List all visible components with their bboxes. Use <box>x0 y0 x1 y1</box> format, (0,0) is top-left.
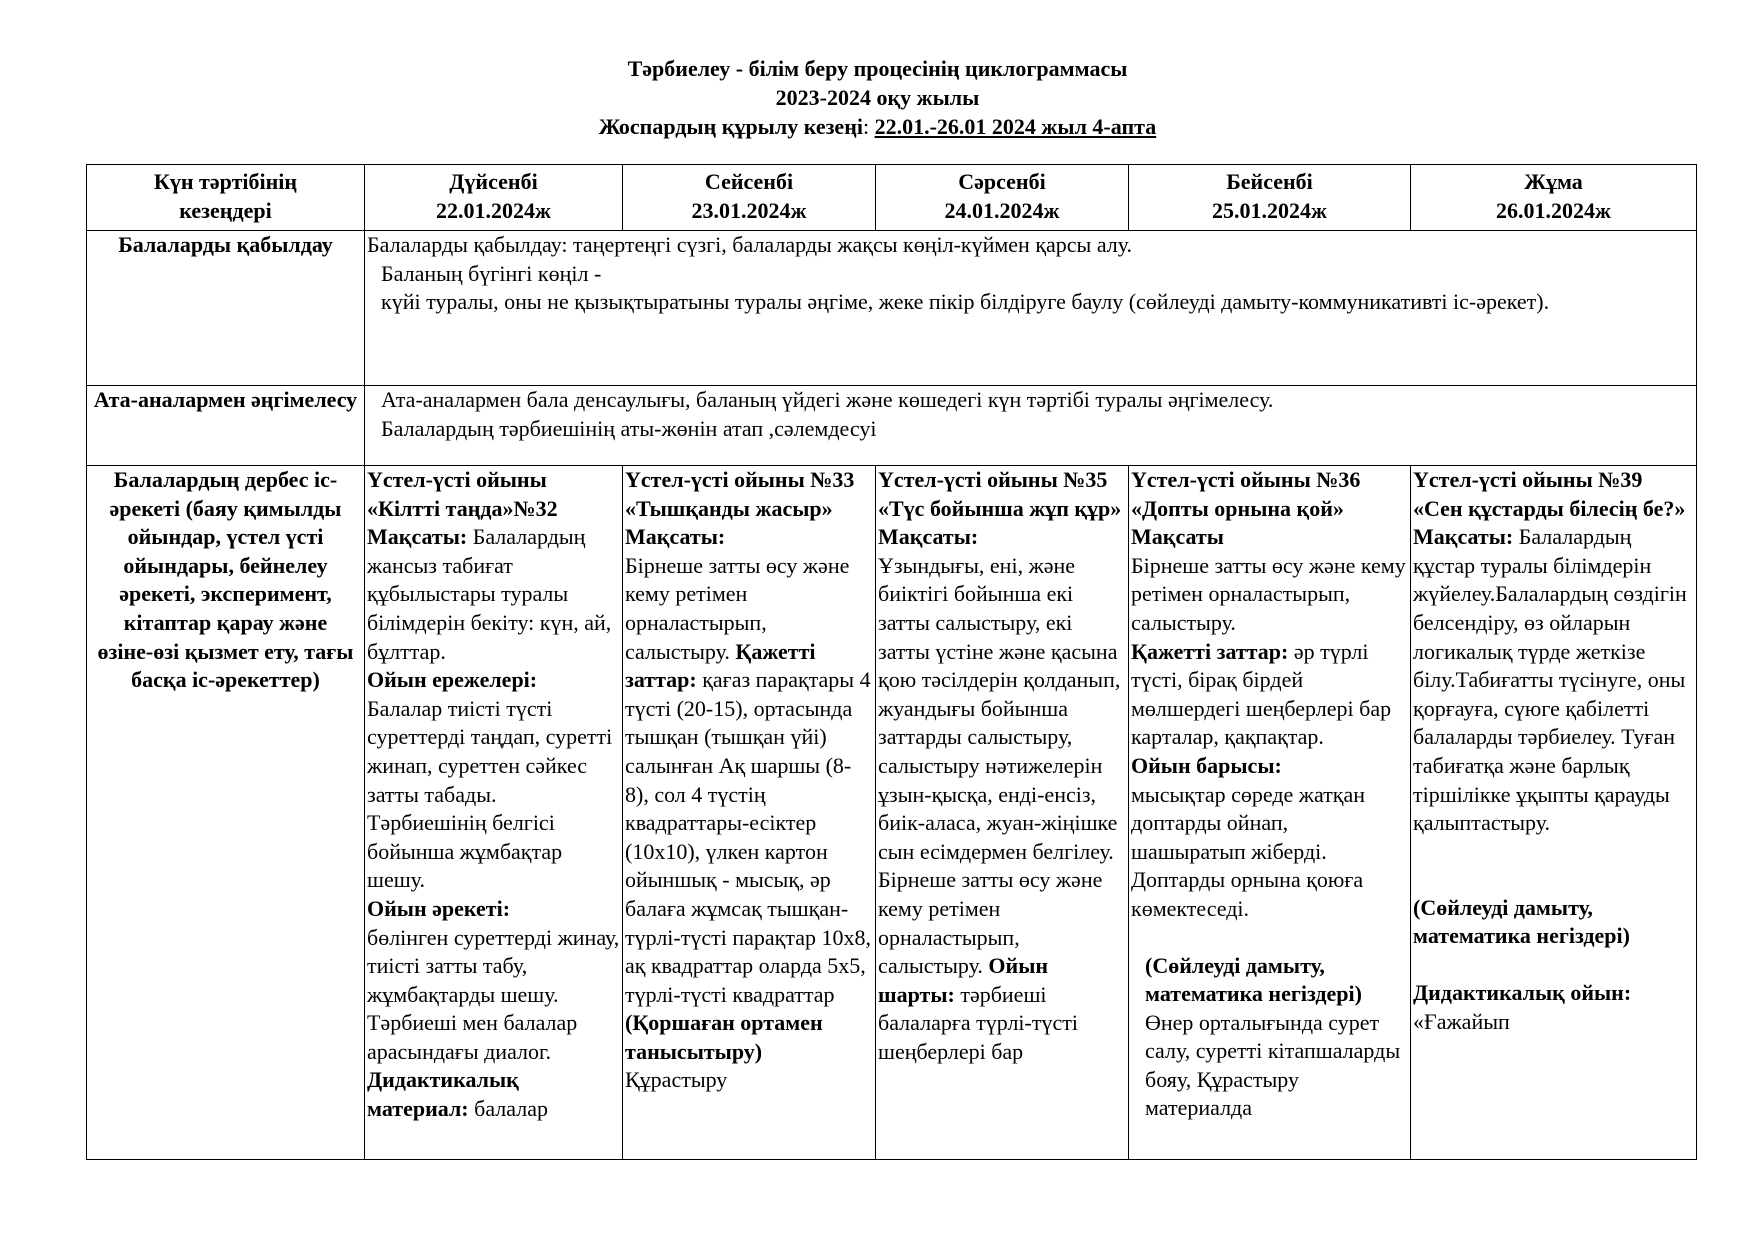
day-header-thu: Бейсенбі 25.01.2024ж <box>1129 165 1411 231</box>
fri-area: (Сөйлеуді дамыту, математика негіздері) <box>1413 894 1630 949</box>
fri-goal-label: Мақсаты: <box>1413 524 1514 550</box>
wed-cond-label: Ойын шарты: <box>878 953 1049 1007</box>
doc-title: Тәрбиелеу - білім беру процесінің циклограммасы <box>627 56 1128 81</box>
tue-goal-label: Мақсаты: <box>625 524 726 550</box>
row-label-parents: Ата-аналармен әңгімелесу <box>87 386 365 466</box>
table-row <box>87 386 1697 466</box>
thu-items: әр түрлі түсті, бірақ бірдей мөлшердегі шеңберлері бар карталар, қақпақтар. <box>1131 638 1392 750</box>
wed-goal-label: Мақсаты: <box>878 524 979 550</box>
mon-rules-label: Ойын ережелері: <box>367 667 538 693</box>
thu-goal-label: Мақсаты <box>1131 524 1224 550</box>
fri-cell <box>1411 466 1697 1160</box>
tue-extra: Құрастыру <box>625 1067 728 1093</box>
table-header-row <box>87 165 1697 231</box>
row-label-activity: Балалардың дербес іс-әрекеті (баяу қимылды ойындар, үстел үсті ойындары, бейнелеу әрекеті, эксперимент, кітаптар қарау және өзіне-өзі қызмет ету, тағы басқа іс-әрекеттер) <box>87 466 365 1160</box>
day-header-tue: Сейсенбі 23.01.2024ж <box>623 165 876 231</box>
parents-line-1: Ата-аналармен бала денсаулығы, баланың үйдегі және көшедегі күн тәртібі туралы әңгімелесу. <box>381 387 1274 412</box>
fri-didact: «Ғажайып <box>1413 1008 1510 1034</box>
fri-title: Үстел-үсті ойыны №39 «Сен құстарды білесің бе?» <box>1413 467 1686 521</box>
table-row <box>87 466 1697 1160</box>
thu-extra: Өнер орталығында сурет салу, суретті кітапшаларды бояу, Құрастыру материалда <box>1145 1009 1401 1121</box>
mon-didact-label: Дидактикалық материал: <box>367 1067 519 1122</box>
mon-goal-label: Мақсаты: <box>367 524 468 550</box>
wed-cond: тәрбиеші балаларға түрлі-түсті шеңберлері бар <box>878 981 1078 1064</box>
thu-title: Үстел-үсті ойыны №36 «Допты орнына қой» <box>1131 467 1361 521</box>
reception-line-1: Балаларды қабылдау: таңертеңгі сүзгі, балаларды жақсы көңіл-күймен қарсы алу. <box>367 232 1133 257</box>
tue-area: (Қоршаған ортамен танысытыру) <box>625 1010 823 1064</box>
doc-year: 2023-2024 оқу жылы <box>775 85 980 110</box>
day-header-fri: Жұма 26.01.2024ж <box>1411 165 1697 231</box>
period-label: Жоспардың құрылу кезеңі <box>598 114 863 139</box>
wed-cell <box>876 466 1129 1160</box>
period-sep: : <box>862 114 870 139</box>
thu-items-label: Қажетті заттар: <box>1131 638 1289 664</box>
parents-line-2: Балалардың тәрбиешінің аты-жөнін атап ,сәлемдесуі <box>381 415 877 441</box>
mon-cell <box>365 466 623 1160</box>
thu-goal: Бірнеше затты өсу және кему ретімен орналастырып, салыстыру. <box>1131 552 1406 635</box>
tue-items-label: Қажетті заттар: <box>625 638 816 693</box>
wed-goal: Ұзындығы, ені, және биіктігі бойынша екі затты салыстыру, екі затты үстіне және қасына қою тәсілдерін қолданып, жуандығы бойынша заттарды салыстыру, салыстыру нәтижелерін ұзын-қысқа, енді-енсіз, биік-аласа, жуан-жіңішке сын есімдермен белгілеу. Бірнеше затты өсу және кему ретімен орналастырып, салыстыру. <box>878 552 1121 979</box>
mon-goal: Балалардың жансыз табиғат құбылыстары туралы білімдерін бекіту: күн, ай, бұлттар. <box>367 524 612 664</box>
mon-didact: балалар <box>474 1096 548 1122</box>
fri-didact-label: Дидактикалық ойын: <box>1413 979 1632 1005</box>
mon-title: Үстел-үсті ойыны «Кілтті таңда»№32 <box>367 467 558 521</box>
period-value: 22.01.-26.01 2024 жыл 4-апта <box>874 114 1157 139</box>
fri-goal: Балалардың құстар туралы білімдерін жүйелеу.Балалардың сөздігін белсендіру, өз ойларын логикалық түрде жеткізе білу.Табиғатты түсінуге, оны қорғауға, сүюге қабілетті балаларды тәрбиелеу. Туған табиғатқа және барлық тіршілікке ұқыпты қарауды қалыптастыру. <box>1413 524 1687 836</box>
tue-title: Үстел-үсті ойыны №33 «Тышқанды жасыр» <box>625 467 855 521</box>
tue-goal: Бірнеше затты өсу және кему ретімен орналастырып, салыстыру. <box>625 552 850 664</box>
thu-course: мысықтар сөреде жатқан доптарды ойнап, шашыратып жіберді. Доптарды орнына қоюға көмектеседі. <box>1131 781 1366 921</box>
corner-header: Күн тәртібінің кезеңдері <box>87 165 365 231</box>
reception-line-2: Баланың бүгінгі көңіл - <box>381 260 602 286</box>
day-header-wed: Сәрсенбі 24.01.2024ж <box>876 165 1129 231</box>
thu-area: (Сөйлеуді дамыту, математика негіздері) <box>1145 952 1362 1007</box>
day-header-mon: Дүйсенбі 22.01.2024ж <box>365 165 623 231</box>
mon-action-label: Ойын әрекеті: <box>367 895 511 921</box>
reception-cell <box>365 231 1697 386</box>
tue-cell <box>623 466 876 1160</box>
parents-cell <box>365 386 1697 466</box>
wed-title: Үстел-үсті ойыны №35 «Түс бойынша жұп құр» <box>878 467 1122 521</box>
mon-action: бөлінген суреттерді жинау, тиісті затты табу, жұмбақтарды шешу. Тәрбиеші мен балалар арасындағы диалог. <box>367 924 620 1064</box>
row-label-reception: Балаларды қабылдау <box>87 231 365 386</box>
tue-items: қағаз парақтары 4 түсті (20-15), ортасында тышқан (тышқан үйі) салынған Ақ шаршы (8-8), сол 4 түстің квадраттары-есіктер (10х10), үлкен картон ойыншық - мысық, әр балаға жұмсақ тышқан-түрлі-түсті парақтар 10х8, ақ квадраттар оларда 5х5, түрлі-түсті квадраттар <box>625 667 871 1007</box>
doc-period <box>0 114 1755 140</box>
table-row <box>87 231 1697 386</box>
cyclogram-table <box>86 164 1697 1160</box>
reception-line-3: күйі туралы, оны не қызықтыратыны туралы әңгіме, жеке пікір білдіруге баулу (сөйлеуді дамыту-коммуникативті іс-әрекет). <box>381 289 1550 315</box>
mon-rules: Балалар тиісті түсті суреттерді таңдап, суретті жинап, суреттен сәйкес затты табады. Тәрбиешінің белгісі бойынша жұмбақтар шешу. <box>367 695 613 893</box>
thu-cell <box>1129 466 1411 1160</box>
thu-course-label: Ойын барысы: <box>1131 752 1282 778</box>
